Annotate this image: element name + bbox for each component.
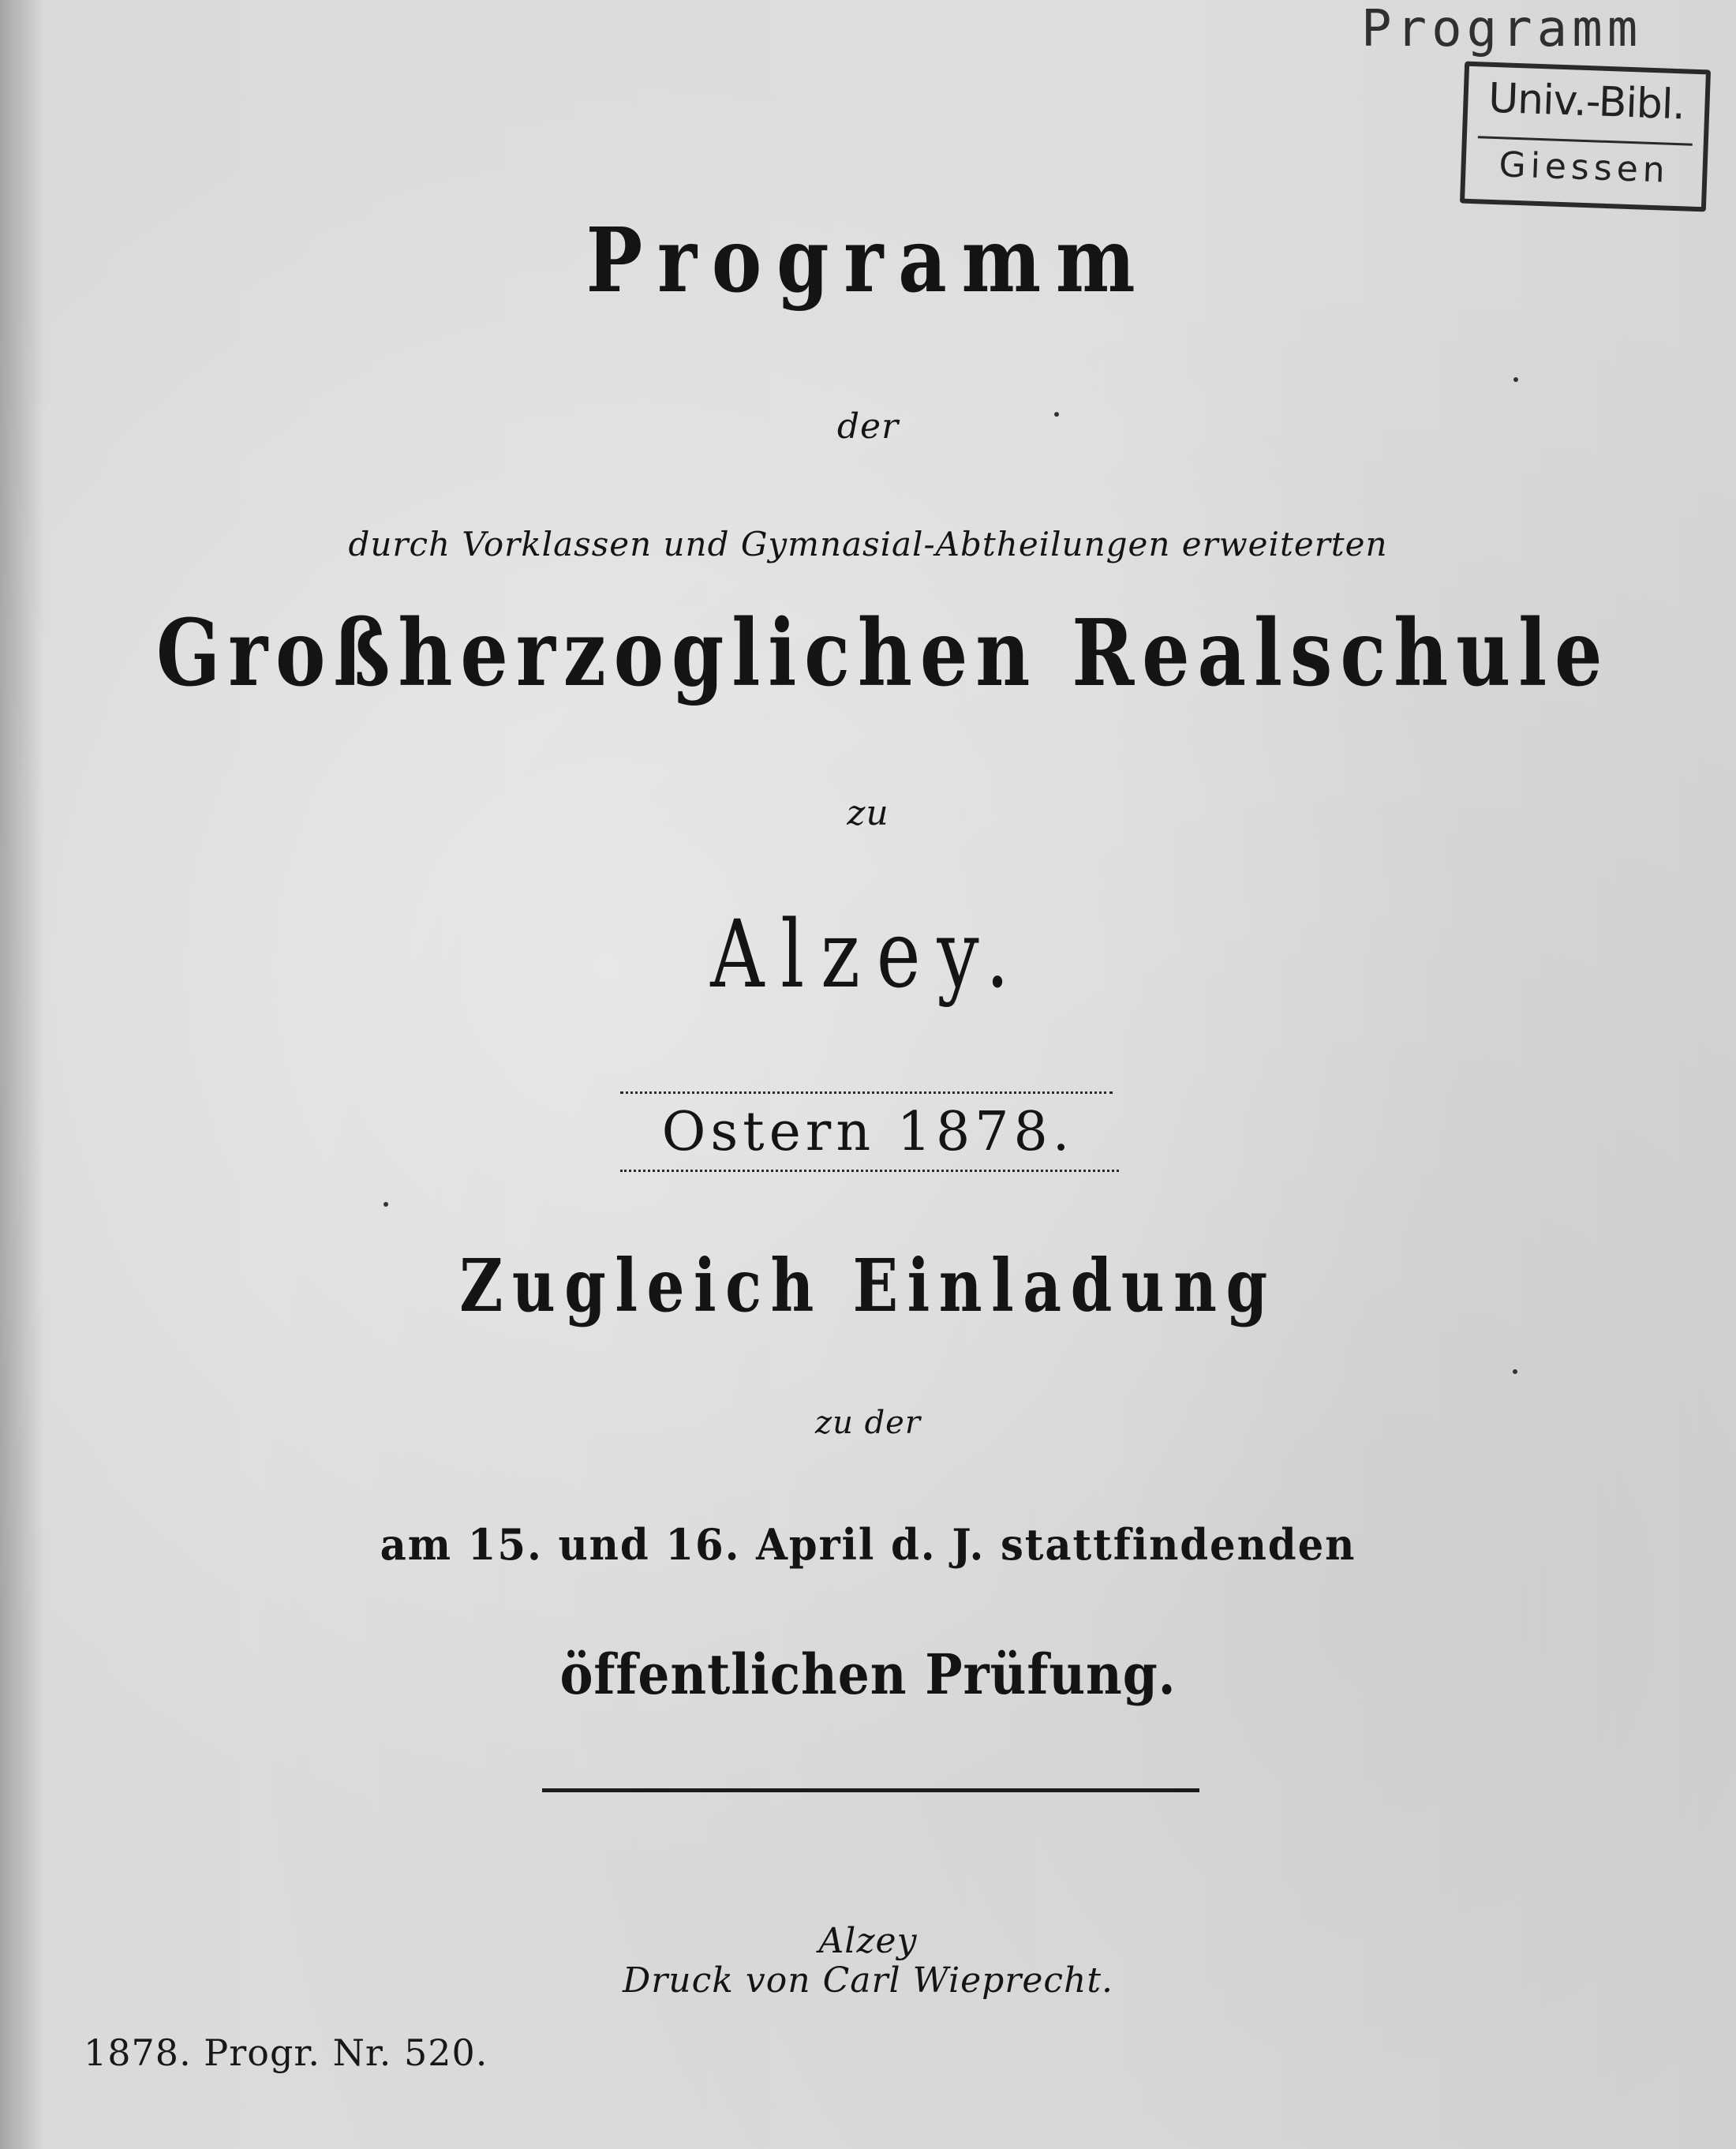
imprint-place: Alzey (818, 1921, 918, 1961)
exam-heading: öffentlichen Prüfung. (559, 1642, 1177, 1707)
invitation-heading: Zugleich Einladung (459, 1243, 1277, 1328)
paper-speck (1054, 412, 1059, 417)
article-der: der (836, 406, 900, 447)
paper-speck (1513, 1369, 1517, 1374)
library-stamp-line2: Giessen (1498, 144, 1671, 191)
paper-speck (383, 1202, 388, 1207)
paper-speck (1513, 377, 1518, 382)
preposition-zu-der: zu der (815, 1405, 921, 1441)
city-name: Alzey. (710, 900, 1026, 1009)
horizontal-rule (542, 1788, 1199, 1792)
library-stamp-line1: Univ.-Bibl. (1487, 74, 1685, 129)
imprint-printer: Druck von Carl Wieprecht. (622, 1960, 1114, 2001)
preposition-zu: zu (847, 793, 889, 833)
catalog-note: 1878. Progr. Nr. 520. (84, 2031, 488, 2074)
library-stamp (1460, 62, 1711, 212)
date-line: Ostern 1878. (661, 1101, 1075, 1163)
school-name: Großherzoglichen Realschule (156, 600, 1611, 707)
subtitle: durch Vorklassen und Gymnasial-Abtheilungen erweiterten (348, 525, 1388, 563)
date-bottom-ornament (620, 1170, 1119, 1172)
page-title: Programm (586, 209, 1150, 313)
occasion-line: am 15. und 16. April d. J. stattfindenden (380, 1519, 1356, 1570)
date-top-ornament (620, 1091, 1113, 1094)
page-edge-shadow (0, 0, 43, 2149)
stamp-programm-label: Programm (1361, 0, 1643, 58)
